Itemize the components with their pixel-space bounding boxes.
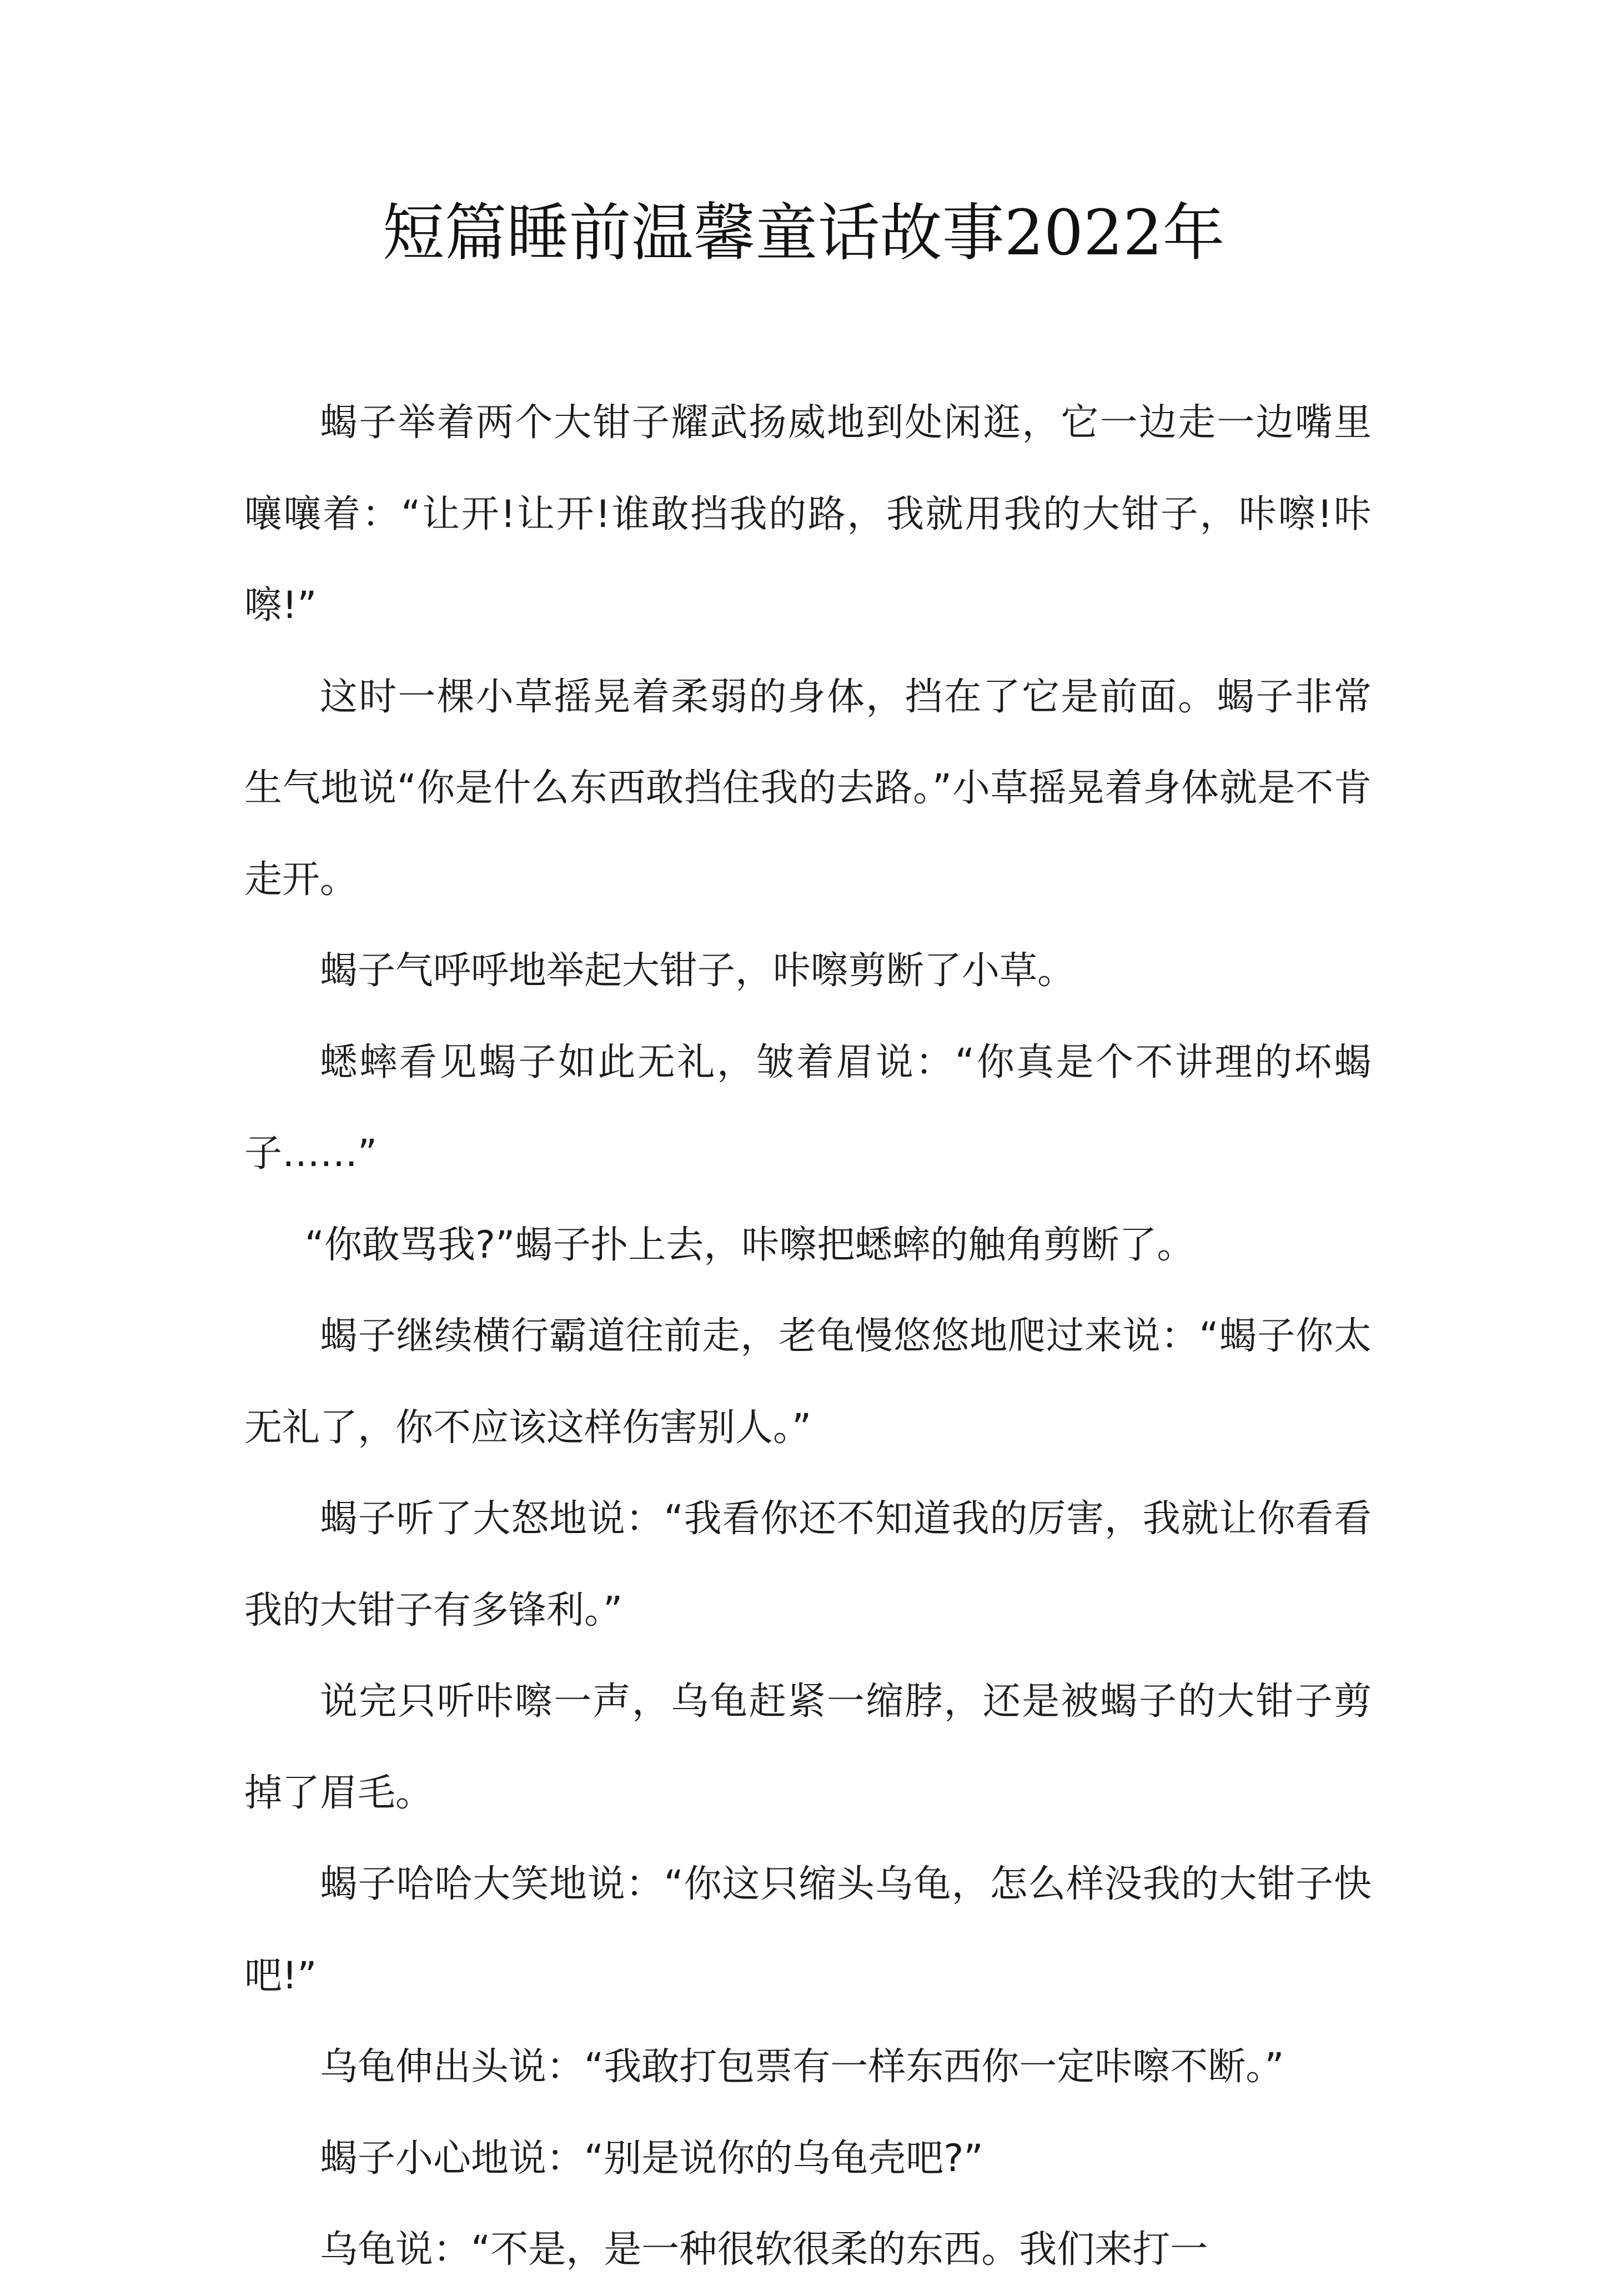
paragraph-6: 蝎子继续横行霸道往前走，老龟慢悠悠地爬过来说：“蝎子你太无礼了，你不应该这样伤害别人。”	[244, 1314, 1372, 1450]
paragraph-11: 蝎子小心地说：“别是说你的乌龟壳吧?”	[320, 2136, 983, 2181]
paragraph-12: 乌龟说：“不是，是一种很软很柔的东西。我们来打一	[320, 2228, 1208, 2272]
paragraph-8: 说完只听咔嚓一声，乌龟赶紧一缩脖，还是被蝎子的大钳子剪掉了眉毛。	[244, 1680, 1372, 1815]
paragraph-5: “你敢骂我?”蝎子扑上去，咔嚓把蟋蟀的触角剪断了。	[304, 1223, 1195, 1267]
page-title: 短篇睡前温馨童话故事2022年	[382, 197, 1225, 269]
paragraph-9: 蝎子哈哈大笑地说：“你这只缩头乌龟，怎么样没我的大钳子快吧!”	[244, 1862, 1372, 1998]
paragraph-7: 蝎子听了大怒地说：“我看你还不知道我的厉害，我就让你看看我的大钳子有多锋利。”	[244, 1497, 1372, 1632]
paragraph-2: 这时一棵小草摇晃着柔弱的身体，挡在了它是前面。蝎子非常生气地说“你是什么东西敢挡住我的去路。”小草摇晃着身体就是不肯走开。	[244, 675, 1372, 902]
story-body	[244, 378, 1372, 2296]
paragraph-10: 乌龟伸出头说：“我敢打包票有一样东西你一定咔嚓不断。”	[320, 2045, 1284, 2089]
paragraph-4: 蟋蟀看见蝎子如此无礼，皱着眉说：“你真是个不讲理的坏蝎子……”	[244, 1040, 1372, 1175]
paragraph-1: 蝎子举着两个大钳子耀武扬威地到处闲逛，它一边走一边嘴里嚷嚷着：“让开!让开!谁敢挡我的路，我就用我的大钳子，咔嚓!咔嚓!”	[244, 401, 1372, 627]
paragraph-3: 蝎子气呼呼地举起大钳子，咔嚓剪断了小草。	[320, 949, 1076, 993]
